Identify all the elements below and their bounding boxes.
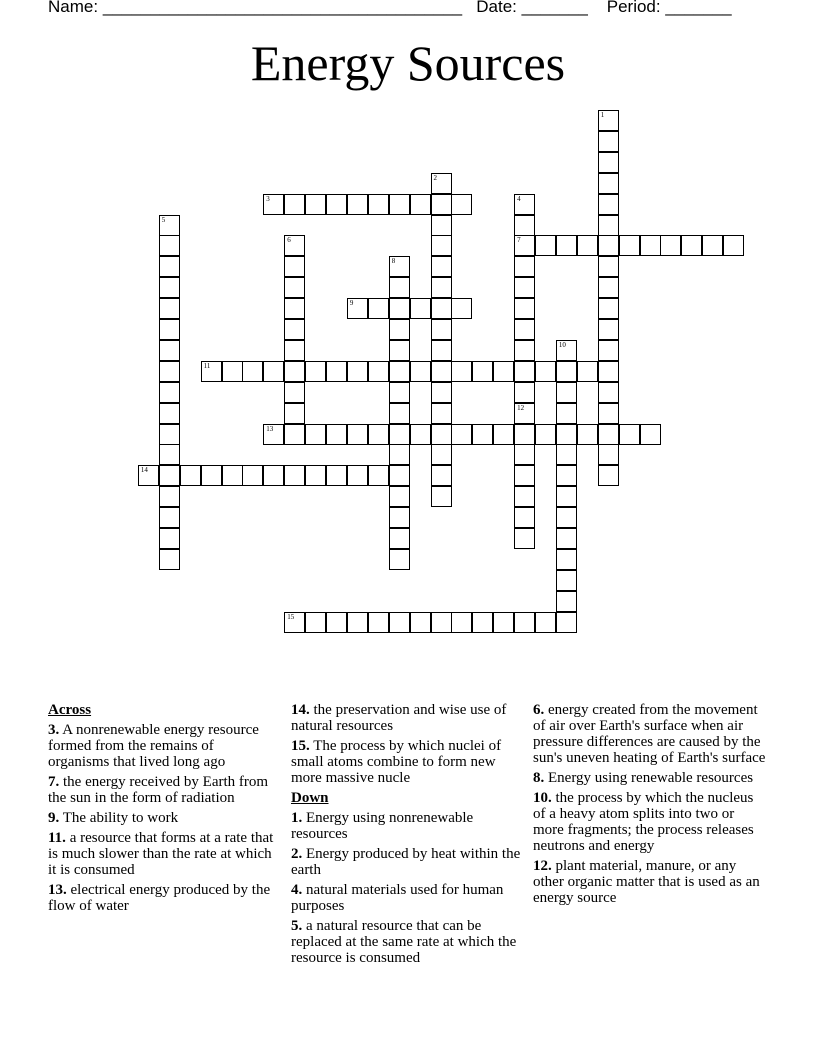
crossword-cell[interactable] [347,194,368,215]
crossword-cell[interactable] [514,424,535,445]
crossword-cell[interactable] [598,465,619,486]
crossword-cell[interactable] [598,256,619,277]
crossword-cell[interactable] [493,361,514,382]
crossword-cell[interactable] [514,277,535,298]
crossword-cell[interactable] [389,507,410,528]
crossword-cell[interactable] [326,465,347,486]
crossword-cell[interactable] [431,319,452,340]
crossword-cell[interactable] [598,131,619,152]
crossword-cell[interactable] [368,361,389,382]
crossword-cell[interactable] [326,424,347,445]
clue-number: 14 [140,466,148,475]
crossword-cell[interactable] [263,194,284,215]
crossword-cell[interactable] [431,486,452,507]
crossword-cell[interactable] [598,424,619,445]
crossword-cell[interactable] [389,486,410,507]
crossword-cell[interactable] [577,424,598,445]
crossword-cell[interactable] [389,277,410,298]
clue-across-13: 13. electrical energy produced by the flow of water [48,882,271,914]
crossword-cell[interactable] [326,612,347,633]
across-heading: Across [48,702,92,718]
crossword-cell[interactable] [410,361,431,382]
crossword-cell[interactable] [577,235,598,256]
crossword-cell[interactable] [305,612,326,633]
clue-across-14: 14. the preservation and wise use of natural resources [291,702,507,734]
crossword-cell[interactable] [431,235,452,256]
crossword-cell[interactable] [389,340,410,361]
clue-number: 6 [287,236,291,245]
crossword-cell[interactable] [598,361,619,382]
clue-number: 11 [203,361,211,370]
crossword-cell[interactable] [242,465,263,486]
crossword-cell[interactable] [556,570,577,591]
crossword-cell[interactable] [284,194,305,215]
page-title: Energy Sources [250,35,566,91]
crossword-cell[interactable] [368,612,389,633]
clue-number: 1 [600,111,605,119]
clue-down-6: 6. energy created from the movement of air over Earth's surface when air pressure differences are caused by the sun's uneven heating of Earth's surface [533,702,766,766]
crossword-cell[interactable] [640,424,661,445]
crossword-cell[interactable] [514,486,535,507]
crossword-cell[interactable] [598,403,619,424]
crossword-cell[interactable] [159,507,180,528]
crossword-cell[interactable] [514,340,535,361]
clue-number: 10 [558,340,566,349]
clue-across-9: 9. The ability to work [48,810,179,826]
crossword-cell[interactable] [284,424,305,445]
crossword-cell[interactable] [451,298,472,319]
crossword-cell[interactable] [598,173,619,194]
down-heading: Down [291,790,329,806]
crossword-cell[interactable] [389,298,410,319]
crossword-cell[interactable] [347,298,368,319]
crossword-cell[interactable] [598,194,619,215]
crossword-cell[interactable] [368,424,389,445]
clue-across-15: 15. The process by which nuclei of small atoms combine to form new more massive nucle [291,738,502,786]
crossword-cell[interactable] [284,277,305,298]
period-label: Period: [606,0,661,16]
clue-number: 9 [349,299,354,308]
crossword-cell[interactable] [389,382,410,403]
crossword-cell[interactable] [263,424,284,445]
clues-column-1 [48,702,278,918]
crossword-cell[interactable] [389,424,410,445]
crossword-cell[interactable] [598,235,619,256]
clue-across-11: 11. a resource that forms at a rate that is much slower than the rate at which it is consumed [48,830,274,878]
crossword-cell[interactable] [284,298,305,319]
clue-number: 2 [433,173,437,182]
clue-number: 5 [161,215,166,224]
crossword-cell[interactable] [514,256,535,277]
crossword-cell[interactable] [159,277,180,298]
crossword-cell[interactable] [451,361,472,382]
crossword-cell[interactable] [138,465,159,486]
crossword-cell[interactable] [263,465,284,486]
clue-down-12: 12. plant material, manure, or any other organic matter that is used as an energy source [533,858,760,906]
crossword-cell[interactable] [159,340,180,361]
crossword-cell[interactable] [222,361,243,382]
crossword-cell[interactable] [159,235,180,256]
clue-down-1: 1. Energy using nonrenewable resources [291,810,474,842]
crossword-cell[interactable] [159,465,180,486]
crossword-cell[interactable] [284,256,305,277]
crossword-cell[interactable] [431,424,452,445]
crossword-cell[interactable] [326,361,347,382]
clue-down-4: 4. natural materials used for human purposes [291,882,504,914]
crossword-cell[interactable] [410,424,431,445]
crossword-cell[interactable] [159,319,180,340]
crossword-cell[interactable] [556,591,577,612]
crossword-cell[interactable] [389,403,410,424]
crossword-cell[interactable] [305,194,326,215]
crossword-cell[interactable] [493,424,514,445]
clue-across-7: 7. the energy received by Earth from the sun in the form of radiation [48,774,269,806]
crossword-cell[interactable] [472,361,493,382]
crossword-cell[interactable] [514,528,535,549]
crossword-cell[interactable] [451,194,472,215]
crossword-cell[interactable] [159,256,180,277]
crossword-cell[interactable] [159,361,180,382]
crossword-cell[interactable] [159,403,180,424]
clue-number: 13 [266,424,274,433]
crossword-cell[interactable] [451,612,472,633]
crossword-cell[interactable] [201,465,222,486]
crossword-cell[interactable] [284,612,305,633]
crossword-cell[interactable] [598,215,619,236]
crossword-cell[interactable] [326,194,347,215]
crossword-cell[interactable] [556,549,577,570]
crossword-cell[interactable] [514,361,535,382]
crossword-cell[interactable] [305,361,326,382]
name-blank[interactable]: ______________________________________ [102,0,463,16]
crossword-cell[interactable] [535,361,556,382]
crossword-cell[interactable] [514,465,535,486]
crossword-cell[interactable] [284,465,305,486]
clue-number: 3 [266,194,270,203]
crossword-cell[interactable] [431,444,452,465]
crossword-cell[interactable] [389,444,410,465]
crossword-cell[interactable] [535,424,556,445]
crossword-cell[interactable] [180,465,201,486]
crossword-cell[interactable] [598,382,619,403]
crossword-cell[interactable] [619,424,640,445]
crossword-cell[interactable] [598,319,619,340]
crossword-cell[interactable] [514,194,535,215]
clue-number: 7 [517,236,521,245]
crossword-cell[interactable] [431,340,452,361]
crossword-cell[interactable] [702,235,723,256]
crossword-cell[interactable] [556,486,577,507]
crossword-cell[interactable] [431,361,452,382]
crossword-cell[interactable] [410,194,431,215]
period-blank[interactable]: _______ [665,0,732,16]
crossword-cell[interactable] [368,298,389,319]
crossword-cell[interactable] [556,612,577,633]
crossword-cell[interactable] [389,549,410,570]
crossword-cell[interactable] [242,361,263,382]
crossword-cell[interactable] [451,424,472,445]
clue-number: 15 [287,612,295,621]
crossword-cell[interactable] [284,403,305,424]
crossword-cell[interactable] [431,194,452,215]
crossword-cell[interactable] [514,298,535,319]
crossword-cell[interactable] [535,235,556,256]
crossword-cell[interactable] [389,612,410,633]
crossword-cell[interactable] [389,528,410,549]
clue-down-10: 10. the process by which the nucleus of a heavy atom splits into two or more fragments; the process releases neutrons and energy [533,790,754,854]
crossword-cell[interactable] [431,612,452,633]
date-label: Date: [476,0,517,16]
clue-number: 8 [391,257,396,266]
crossword-cell[interactable] [431,298,452,319]
crossword-cell[interactable] [431,215,452,236]
crossword-cell[interactable] [305,424,326,445]
crossword-cell[interactable] [640,235,661,256]
crossword-cell[interactable] [222,465,243,486]
crossword-cell[interactable] [556,235,577,256]
clue-down-8: 8. Energy using renewable resources [533,770,754,786]
crossword-cell[interactable] [472,612,493,633]
crossword-cell[interactable] [556,444,577,465]
clue-number: 4 [517,194,521,203]
crossword-cell[interactable] [347,424,368,445]
crossword-cell[interactable] [389,465,410,486]
crossword-cell[interactable] [619,235,640,256]
crossword-cell[interactable] [410,298,431,319]
crossword-cell[interactable] [389,319,410,340]
crossword-cell[interactable] [431,465,452,486]
crossword-cell[interactable] [431,403,452,424]
crossword-cell[interactable] [389,194,410,215]
clue-down-2: 2. Energy produced by heat within the earth [291,846,521,878]
crossword-cell[interactable] [284,319,305,340]
crossword-cell[interactable] [598,110,619,131]
crossword-cell[interactable] [159,549,180,570]
crossword-cell[interactable] [577,361,598,382]
crossword-cell[interactable] [347,612,368,633]
crossword-cell[interactable] [389,256,410,277]
crossword-cell[interactable] [472,424,493,445]
crossword-cell[interactable] [431,256,452,277]
crossword-cell[interactable] [556,403,577,424]
clue-across-3: 3. A nonrenewable energy resource formed from the remains of organisms that lived long ago [48,722,259,770]
crossword-cell[interactable] [159,424,180,445]
crossword-cell[interactable] [598,298,619,319]
crossword-cell[interactable] [159,444,180,465]
crossword-cell[interactable] [305,465,326,486]
crossword-cell[interactable] [159,486,180,507]
crossword-cell[interactable] [284,340,305,361]
crossword-cell[interactable] [598,152,619,173]
crossword-cell[interactable] [556,465,577,486]
crossword-cell[interactable] [514,612,535,633]
date-blank[interactable]: _______ [521,0,588,16]
crossword-cell[interactable] [598,277,619,298]
crossword-cell[interactable] [159,298,180,319]
crossword-cell[interactable] [514,403,535,424]
crossword-cell[interactable] [159,528,180,549]
crossword-cell[interactable] [284,361,305,382]
clues-column-3 [533,702,768,910]
crossword-cell[interactable] [431,382,452,403]
crossword-cell[interactable] [556,382,577,403]
crossword-cell[interactable] [410,612,431,633]
crossword-cell[interactable] [514,215,535,236]
clue-number: 12 [517,403,525,412]
crossword-cell[interactable] [598,444,619,465]
clues-column-2 [291,702,521,970]
crossword-cell[interactable] [284,382,305,403]
crossword-cell[interactable] [389,361,410,382]
crossword-cell[interactable] [347,361,368,382]
crossword-cell[interactable] [159,382,180,403]
crossword-cell[interactable] [556,424,577,445]
crossword-cell[interactable] [598,340,619,361]
crossword-cell[interactable] [723,235,744,256]
crossword-cell[interactable] [514,319,535,340]
crossword-cell[interactable] [368,194,389,215]
name-label: Name: [48,0,99,16]
crossword-cell[interactable] [556,361,577,382]
crossword-cell[interactable] [284,235,305,256]
crossword-cell[interactable] [368,465,389,486]
crossword-cell[interactable] [159,215,180,236]
crossword-cell[interactable] [201,361,222,382]
crossword-cell[interactable] [514,507,535,528]
crossword-cell[interactable] [431,173,452,194]
clue-down-5: 5. a natural resource that can be replaced at the same rate at which the resource is consumed [291,918,517,966]
crossword-cell[interactable] [556,528,577,549]
crossword-cell[interactable] [556,507,577,528]
crossword-cell[interactable] [514,444,535,465]
crossword-cell[interactable] [431,277,452,298]
crossword-cell[interactable] [535,612,556,633]
crossword-cell[interactable] [263,361,284,382]
crossword-cell[interactable] [493,612,514,633]
crossword-cell[interactable] [556,340,577,361]
crossword-cell[interactable] [347,465,368,486]
crossword-cell[interactable] [514,235,535,256]
crossword-cell[interactable] [514,382,535,403]
crossword-cell[interactable] [681,235,702,256]
crossword-cell[interactable] [660,235,681,256]
